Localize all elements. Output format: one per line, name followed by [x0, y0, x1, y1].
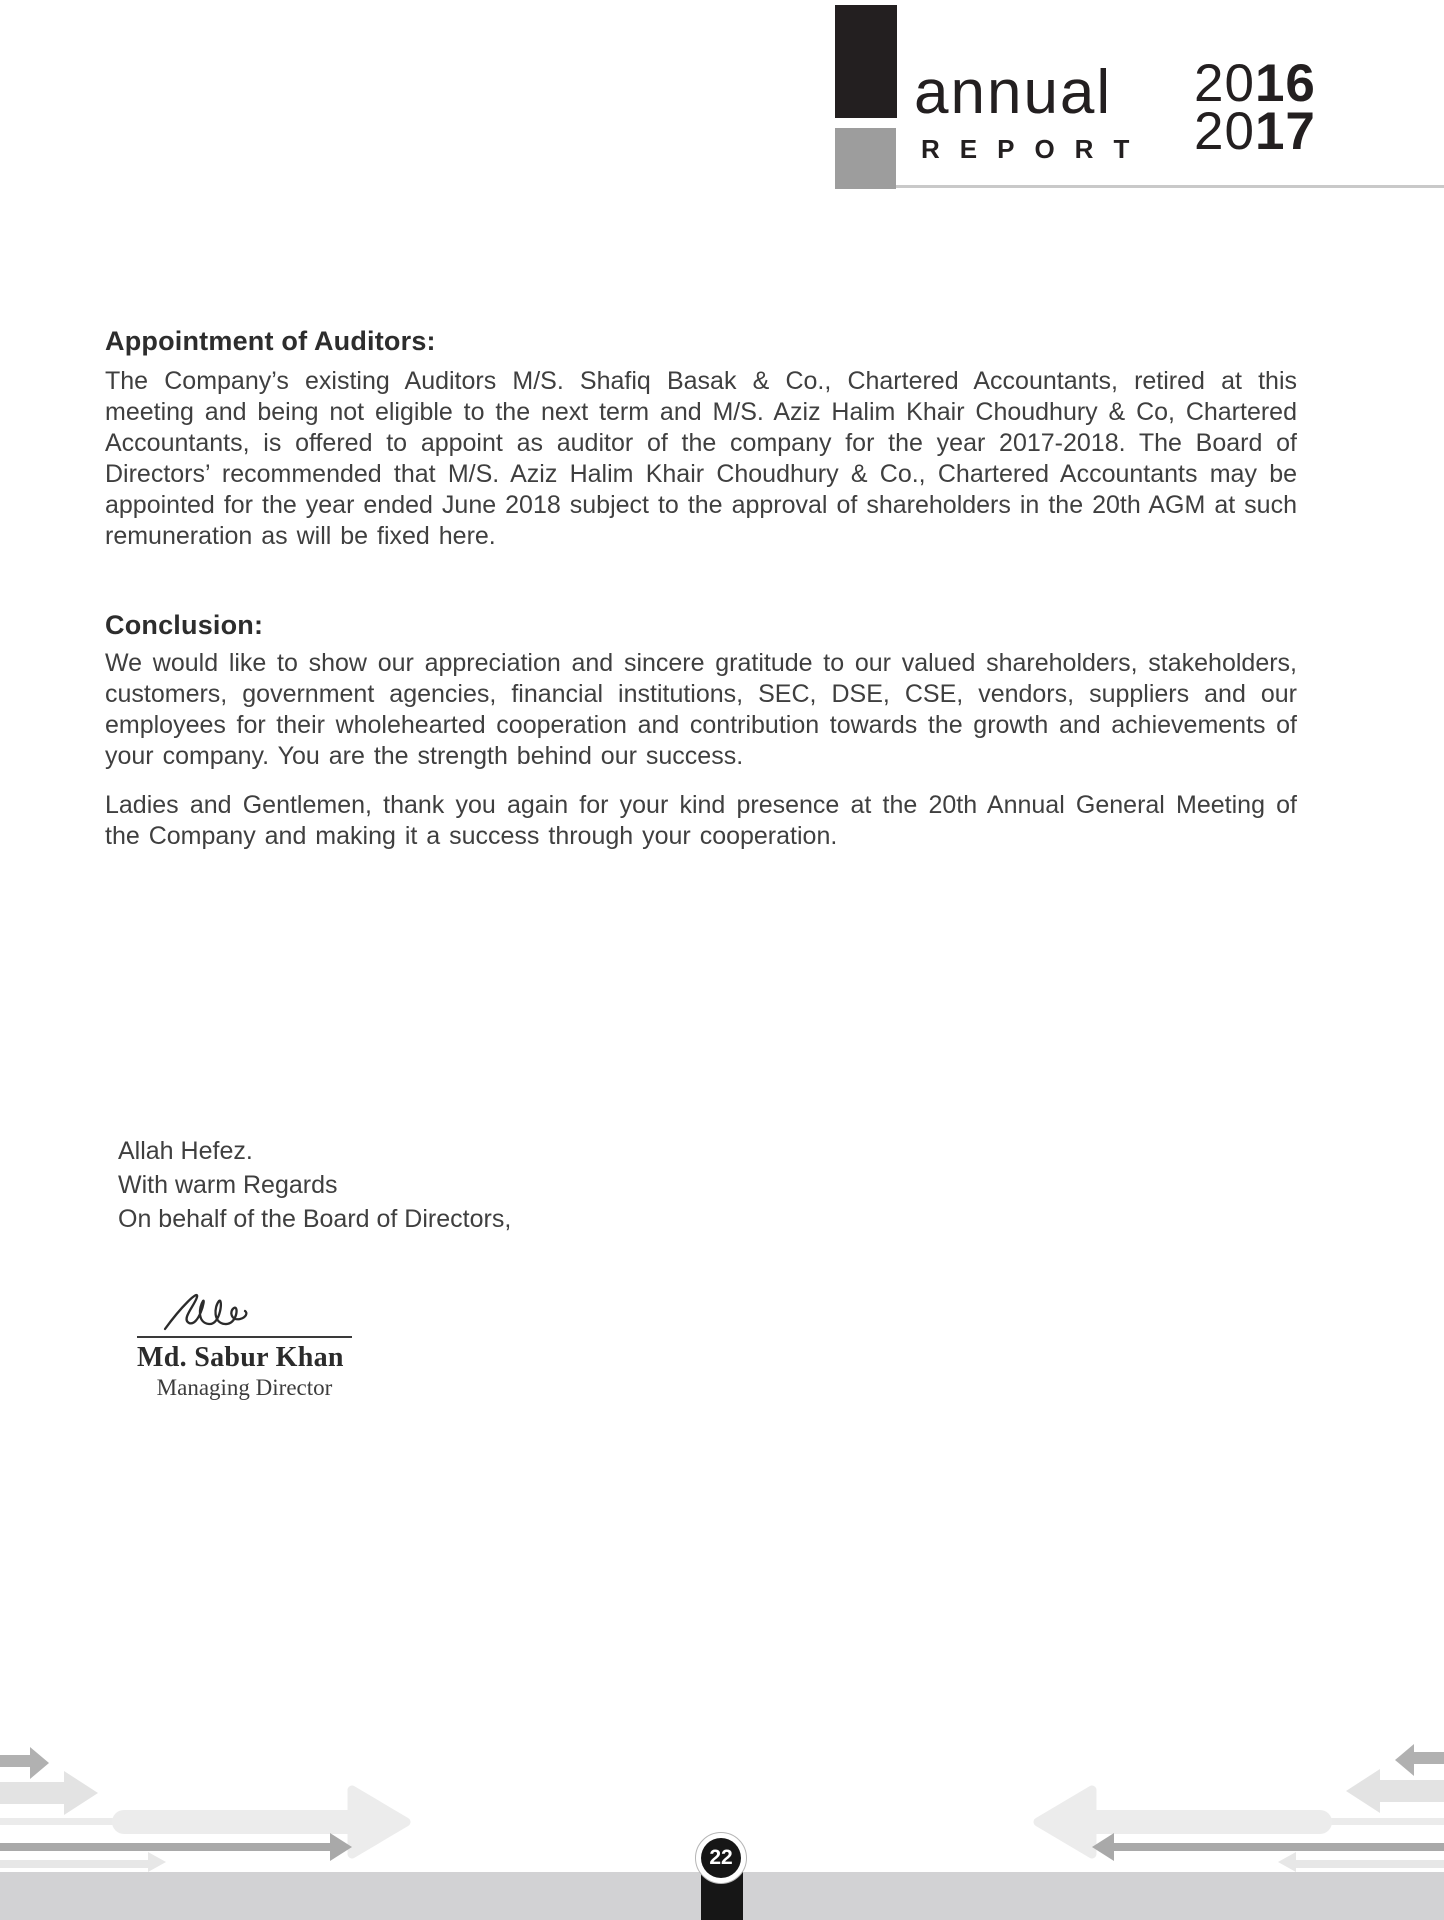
logo-black-block	[835, 5, 897, 118]
page-number: 22	[701, 1838, 741, 1878]
logo-year-2017: 2017	[1194, 102, 1316, 161]
section-heading-conclusion: Conclusion:	[105, 610, 264, 640]
closing-line-3: On behalf of the Board of Directors,	[118, 1205, 512, 1233]
closing-line-2: With warm Regards	[118, 1171, 338, 1199]
paragraph-auditors: The Company’s existing Auditors M/S. Shafiq Basak & Co., Chartered Accountants, retired at this meeting and being not eligible to the next term and M/S. Aziz Halim Khair Choudhury & Co, Chartered Accountants, is offered to appoint as auditor of the company for the year 2017-2018. The Board of Directors’ recommended that M/S. Aziz Halim Khair Choudhury & Co., Chartered Accountants may be appointed for the year ended June 2018 subject to the approval of shareholders in the 20th AGM at such remuneration as will be fixed here.	[105, 367, 1297, 550]
paragraph-conclusion-1: We would like to show our appreciation and sincere gratitude to our valued shareholders, stakeholders, customers, government agencies, financial institutions, SEC, DSE, CSE, vendors, suppliers and our employees for their wholehearted cooperation and contribution towards the growth and achievements of your company. You are the strength behind our success.	[105, 649, 1297, 770]
signature-scribble	[159, 1284, 279, 1334]
logo-gray-block	[835, 128, 896, 189]
signature-block	[137, 1284, 352, 1401]
logo-report-text: REPORT	[921, 134, 1150, 164]
signatory-name: Md. Sabur Khan	[137, 1342, 344, 1373]
header-rule	[896, 185, 1444, 188]
logo-years	[1194, 54, 1316, 161]
logo-year-2016: 2016	[1194, 54, 1316, 113]
closing-block	[118, 1134, 511, 1236]
paragraph-conclusion-2: Ladies and Gentlemen, thank you again for your kind presence at the 20th Annual General Meeting of the Company and making it a success through your cooperation.	[105, 791, 1297, 850]
page-number-badge	[695, 1832, 747, 1884]
logo-annual-text: annual	[914, 58, 1113, 127]
closing-line-1: Allah Hefez.	[118, 1137, 253, 1165]
section-heading-auditors: Appointment of Auditors:	[105, 326, 436, 356]
arrow-decoration-left	[0, 1740, 420, 1875]
arrow-decoration-right	[1024, 1740, 1444, 1875]
signatory-title: Managing Director	[156, 1375, 333, 1400]
signature-rule	[137, 1336, 352, 1338]
